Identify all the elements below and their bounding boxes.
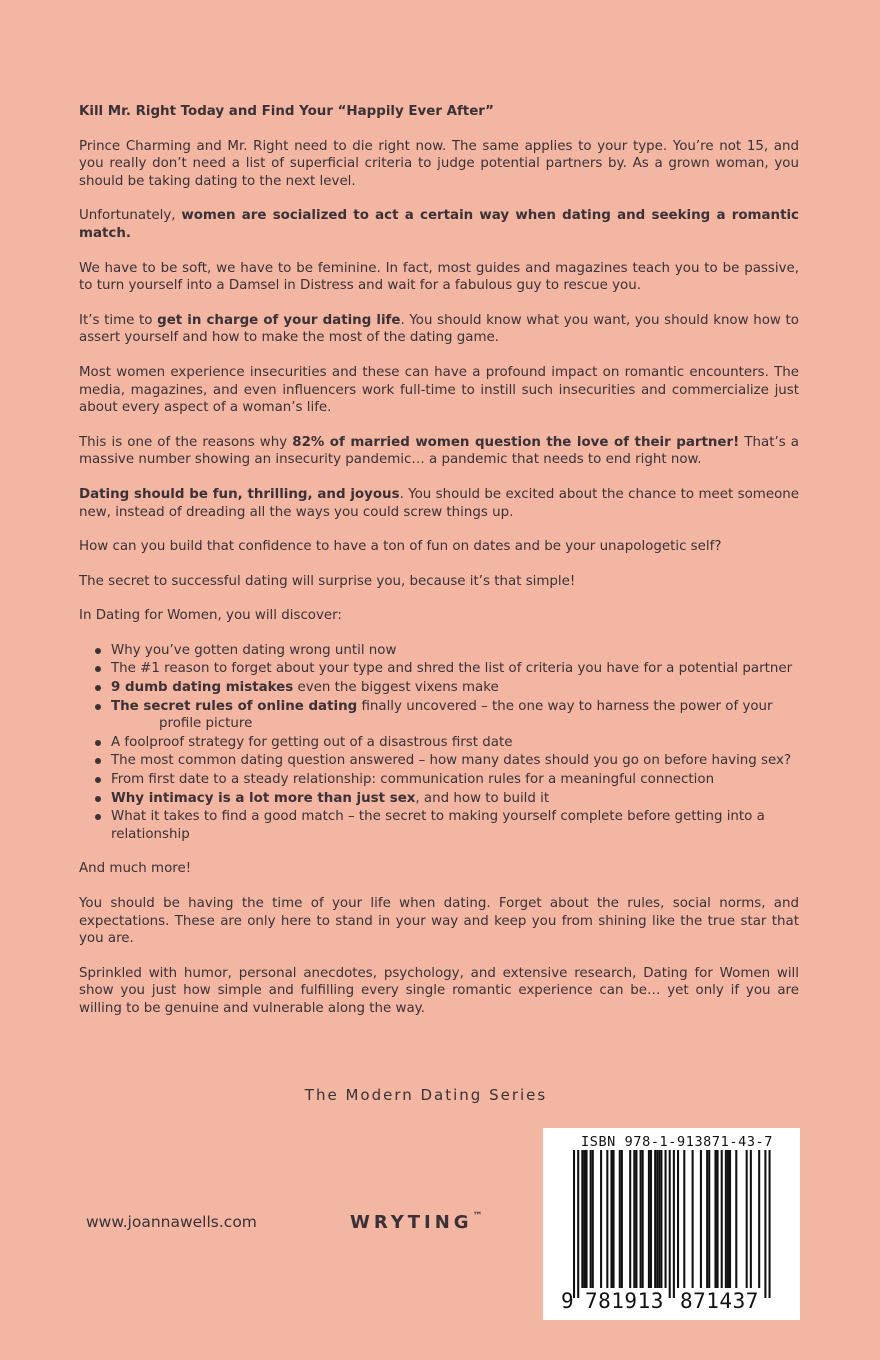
barcode-bar: [573, 1150, 575, 1298]
blurb: [79, 103, 799, 1035]
publisher-name: WRYTING: [350, 1212, 473, 1233]
barcode-bar: [729, 1150, 731, 1288]
barcode-bar: [656, 1150, 658, 1288]
barcode-bar: [725, 1150, 727, 1288]
list-item: [79, 771, 799, 789]
paragraph-13: Sprinkled with humor, personal anecdotes, psychology, and extensive research, Dating for Women will show you just how simple and fulfilling every single romantic experience can be… yet only if you are willing to be genuine and vulnerable along the way.: [79, 965, 799, 1016]
paragraph-4-text-a: It’s time to: [79, 312, 158, 328]
barcode-bar: [677, 1150, 679, 1288]
trademark-symbol: ™: [472, 1211, 483, 1222]
website-url: www.joannawells.com: [86, 1213, 257, 1231]
paragraph-7: [79, 486, 799, 521]
barcode-bar: [640, 1150, 642, 1288]
barcode-bar: [590, 1150, 592, 1288]
barcode-bar: [581, 1150, 583, 1288]
list-item-bold: 9 dumb dating mistakes: [111, 680, 294, 696]
barcode-bar: [613, 1150, 615, 1288]
headline: Kill Mr. Right Today and Find Your “Happily Ever After”: [79, 104, 494, 119]
list-item-continuation: profile picture: [159, 716, 253, 732]
barcode-bar: [700, 1150, 702, 1288]
isbn-first-digit: 9: [561, 1289, 574, 1313]
barcode-bar: [660, 1150, 662, 1288]
barcode-bar: [619, 1150, 621, 1288]
list-item: [79, 790, 799, 808]
list-item-text: Why you’ve gotten dating wrong until now: [111, 642, 397, 658]
paragraph-11: And much more!: [79, 861, 192, 877]
list-item-text: The #1 reason to forget about your type and shred the list of criteria you have for a potential partner: [111, 661, 793, 677]
barcode-bar: [727, 1150, 729, 1288]
barcode-bar: [592, 1150, 594, 1288]
barcode-bars: [561, 1150, 783, 1298]
isbn-label: ISBN 978-1-913871-43-7: [581, 1134, 774, 1150]
paragraph-6-emphasis: 82% of married women question the love of their partner!: [292, 434, 740, 450]
paragraph-9: The secret to successful dating will surprise you, because it’s that simple!: [79, 573, 576, 589]
barcode-bar: [635, 1150, 637, 1288]
list-item-bold: The secret rules of online dating: [111, 698, 358, 714]
list-item: [79, 642, 799, 660]
paragraph-4-emphasis: get in charge of your dating life: [157, 312, 401, 328]
barcode-bar: [629, 1150, 631, 1288]
barcode-bar: [600, 1150, 602, 1288]
barcode-bar: [764, 1150, 766, 1298]
list-item-text: What it takes to find a good match – the secret to making yourself complete before getting into a relationship: [111, 809, 765, 842]
paragraph-6-text-b: That’s a massive number showing an insecurity pandemic… a pandemic that needs to end right now.: [79, 434, 799, 468]
barcode-bar: [642, 1150, 644, 1288]
isbn-right-group: 871437: [680, 1289, 759, 1313]
list-item: [79, 808, 799, 843]
paragraph-10: In Dating for Women, you will discover:: [79, 608, 342, 624]
list-item: [79, 660, 799, 678]
series-title: The Modern Dating Series: [304, 1086, 548, 1104]
barcode-bar: [665, 1150, 667, 1288]
paragraph-7-emphasis: Dating should be fun, thrilling, and joyous: [79, 486, 400, 502]
paragraph-7-text: . You should be excited about the chance to meet someone new, instead of dreading all the ways you could screw things up.: [79, 486, 799, 520]
list-item-text: , and how to build it: [415, 790, 550, 806]
list-item: [79, 734, 799, 752]
isbn-barcode: [543, 1128, 800, 1320]
paragraph-6: [79, 434, 799, 469]
barcode-bar: [683, 1150, 685, 1288]
barcode-bar: [621, 1150, 623, 1288]
paragraph-12: You should be having the time of your life when dating. Forget about the rules, social norms, and expectations. These are only here to stand in your way and keep you from shining like the true star that you are.: [79, 896, 799, 947]
paragraph-4: [79, 312, 799, 347]
barcode-bar: [706, 1150, 708, 1288]
paragraph-4-text-b: . You should know what you want, you should know how to assert yourself and how to make the most of the dating game.: [79, 312, 799, 346]
barcode-bar: [758, 1150, 760, 1288]
paragraph-8: How can you build that confidence to have a ton of fun on dates and be your unapologetic self?: [79, 539, 722, 555]
list-item-text: even the biggest vixens make: [293, 680, 499, 696]
paragraph-2-emphasis: women are socialized to act a certain way when dating and seeking a romantic match.: [79, 208, 799, 241]
list-item: [79, 752, 799, 770]
barcode-bar: [585, 1150, 587, 1288]
isbn-left-group: 781913: [585, 1289, 664, 1313]
list-item-bold: Why intimacy is a lot more than just sex: [111, 790, 416, 806]
barcode-bar: [673, 1150, 675, 1298]
barcode-bar: [669, 1150, 671, 1298]
barcode-bar: [692, 1150, 694, 1288]
paragraph-6-text-a: This is one of the reasons why: [79, 434, 293, 450]
barcode-bar: [769, 1150, 771, 1298]
feature-list: [79, 642, 799, 844]
publisher-logo: [350, 1212, 483, 1233]
list-item-text: A foolproof strategy for getting out of a disastrous first date: [111, 734, 513, 750]
barcode-bar: [650, 1150, 652, 1288]
barcode-bar: [735, 1150, 737, 1288]
barcode-bar: [606, 1150, 608, 1288]
barcode-bar: [714, 1150, 716, 1288]
list-item: [79, 698, 799, 733]
barcode-bar: [721, 1150, 723, 1288]
paragraph-1: Prince Charming and Mr. Right need to die right now. The same applies to your type. You’re not 15, and you really don’t need a list of superficial criteria to judge potential partners by. As a grown woman, you should be taking dating to the next level.: [79, 138, 799, 189]
paragraph-2: [79, 207, 799, 242]
paragraph-5: Most women experience insecurities and these can have a profound impact on romantic encounters. The media, magazines, and even influencers work full-time to instill such insecurities and commercialize just about every aspect of a woman’s life.: [79, 364, 799, 416]
barcode-bar: [610, 1150, 612, 1288]
barcode-bar: [577, 1150, 579, 1298]
list-item: [79, 679, 799, 697]
barcode-bar: [583, 1150, 585, 1288]
barcode-bar: [658, 1150, 660, 1288]
barcode-bar: [746, 1150, 748, 1288]
barcode-bar: [648, 1150, 650, 1288]
list-item-text: The most common dating question answered – how many dates should you go on before having sex?: [111, 753, 792, 769]
barcode-bar: [717, 1150, 719, 1288]
paragraph-3: We have to be soft, we have to be feminine. In fact, most guides and magazines teach you to be passive, to turn yourself into a Damsel in Distress and wait for a fabulous guy to rescue you.: [79, 260, 799, 294]
list-item-text: From first date to a steady relationship: communication rules for a meaningful connection: [111, 772, 715, 788]
barcode-bar: [708, 1150, 710, 1288]
barcode-bar: [750, 1150, 752, 1288]
barcode-bar: [654, 1150, 656, 1288]
paragraph-2-text: Unfortunately,: [79, 208, 182, 224]
list-item-text: finally uncovered – the one way to harness the power of your: [357, 698, 773, 714]
barcode-bar: [633, 1150, 635, 1288]
